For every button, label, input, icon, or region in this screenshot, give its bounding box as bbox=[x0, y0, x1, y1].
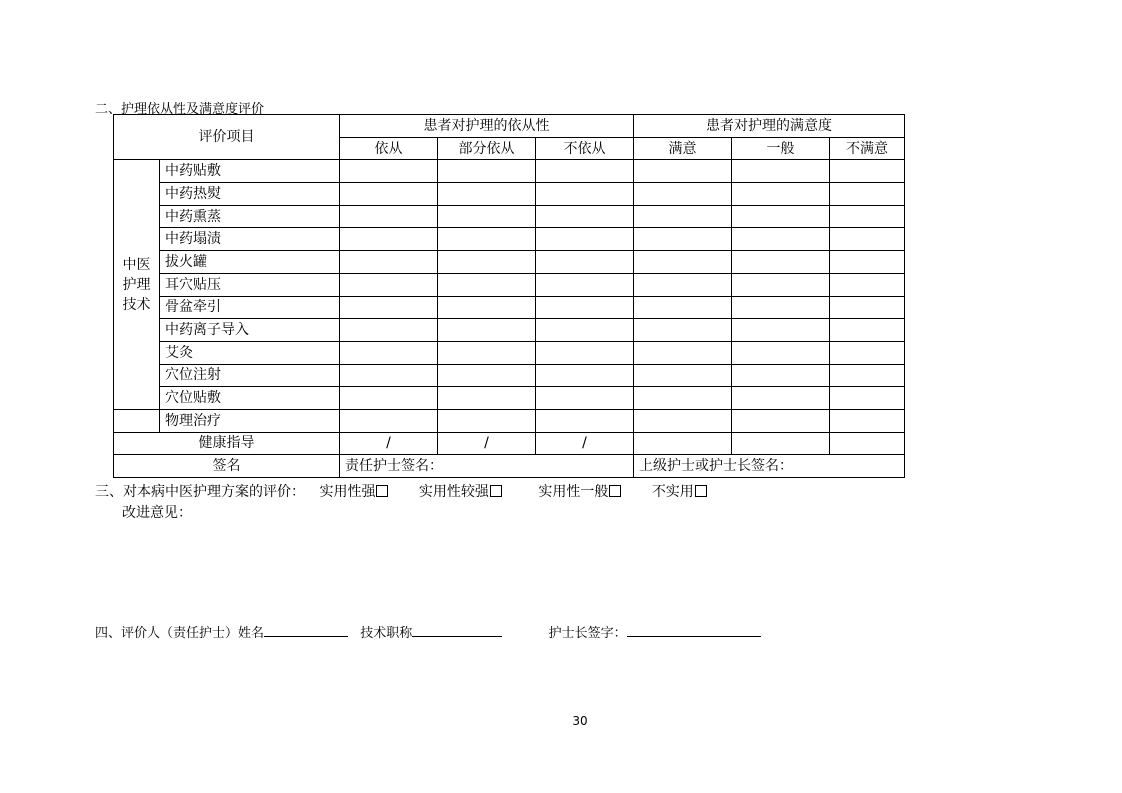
nurse-signature-field[interactable]: 责任护士签名： bbox=[340, 455, 634, 478]
evaluator-name-label: 四、评价人（责任护士）姓名 bbox=[95, 626, 265, 641]
cell-average[interactable] bbox=[732, 160, 830, 183]
cell-not-satisfied[interactable] bbox=[830, 387, 905, 410]
cell-not-comply[interactable] bbox=[536, 251, 634, 274]
cell-satisfied[interactable] bbox=[634, 341, 732, 364]
technique-label: 穴位贴敷 bbox=[160, 387, 340, 410]
cell-not-comply[interactable] bbox=[536, 205, 634, 228]
category-tcm-nursing-technique bbox=[114, 160, 160, 410]
cell-partial-comply[interactable] bbox=[438, 205, 536, 228]
col-partial-comply: 部分依从 bbox=[438, 137, 536, 160]
cell-average[interactable] bbox=[732, 296, 830, 319]
cell-not-comply[interactable] bbox=[536, 273, 634, 296]
cell-satisfied[interactable] bbox=[634, 183, 732, 206]
cell-not-comply[interactable] bbox=[536, 387, 634, 410]
cell-partial-comply[interactable] bbox=[438, 341, 536, 364]
technical-title-field[interactable] bbox=[412, 624, 502, 637]
header-satisfaction: 患者对护理的满意度 bbox=[634, 115, 905, 138]
cell-not-satisfied[interactable] bbox=[830, 319, 905, 342]
cell-comply[interactable] bbox=[340, 296, 438, 319]
head-nurse-signature-label: 护士长签字： bbox=[548, 626, 627, 641]
cell-satisfied[interactable] bbox=[634, 319, 732, 342]
option-label: 实用性一般 bbox=[538, 484, 609, 500]
cell-not-satisfied[interactable] bbox=[830, 341, 905, 364]
table-row bbox=[114, 319, 905, 342]
table-row bbox=[114, 432, 905, 455]
cell-satisfied[interactable] bbox=[634, 205, 732, 228]
cell-not-comply[interactable] bbox=[536, 160, 634, 183]
table-row bbox=[114, 228, 905, 251]
header-evaluation-item: 评价项目 bbox=[114, 115, 340, 160]
section-3-line bbox=[95, 481, 707, 501]
technique-label: 拔火罐 bbox=[160, 251, 340, 274]
option-strong[interactable] bbox=[319, 481, 388, 501]
cell-average[interactable] bbox=[732, 205, 830, 228]
cell-not-comply[interactable] bbox=[536, 364, 634, 387]
cell-partial-comply[interactable] bbox=[438, 273, 536, 296]
col-not-comply: 不依从 bbox=[536, 137, 634, 160]
cell-average[interactable] bbox=[732, 432, 830, 455]
cell-satisfied[interactable] bbox=[634, 160, 732, 183]
cell-not-comply[interactable] bbox=[536, 319, 634, 342]
cell-partial-comply[interactable] bbox=[438, 296, 536, 319]
technique-label: 中药贴敷 bbox=[160, 160, 340, 183]
senior-nurse-signature-field[interactable]: 上级护士或护士长签名： bbox=[634, 455, 905, 478]
slash-mark: / bbox=[340, 432, 438, 455]
cell-average[interactable] bbox=[732, 387, 830, 410]
checkbox-icon[interactable] bbox=[695, 485, 707, 497]
cell-not-satisfied[interactable] bbox=[830, 432, 905, 455]
cell-average[interactable] bbox=[732, 409, 830, 432]
cell-not-satisfied[interactable] bbox=[830, 251, 905, 274]
cell-not-satisfied[interactable] bbox=[830, 409, 905, 432]
cell-partial-comply[interactable] bbox=[438, 409, 536, 432]
technique-label: 耳穴贴压 bbox=[160, 273, 340, 296]
cell-comply[interactable] bbox=[340, 341, 438, 364]
cell-satisfied[interactable] bbox=[634, 409, 732, 432]
cell-partial-comply[interactable] bbox=[438, 228, 536, 251]
technique-label: 穴位注射 bbox=[160, 364, 340, 387]
table-row bbox=[114, 387, 905, 410]
option-label: 实用性较强 bbox=[418, 484, 489, 500]
technique-label: 中药熏蒸 bbox=[160, 205, 340, 228]
cell-not-comply[interactable] bbox=[536, 228, 634, 251]
cell-comply[interactable] bbox=[340, 251, 438, 274]
table-row bbox=[114, 160, 905, 183]
cell-comply[interactable] bbox=[340, 319, 438, 342]
cell-partial-comply[interactable] bbox=[438, 160, 536, 183]
cell-not-satisfied[interactable] bbox=[830, 273, 905, 296]
slash-mark: / bbox=[536, 432, 634, 455]
cell-average[interactable] bbox=[732, 273, 830, 296]
health-guidance-label: 健康指导 bbox=[114, 432, 340, 455]
cell-not-comply[interactable] bbox=[536, 409, 634, 432]
signature-label: 签名 bbox=[114, 455, 340, 478]
cell-comply[interactable] bbox=[340, 409, 438, 432]
cell-average[interactable] bbox=[732, 319, 830, 342]
cell-satisfied[interactable] bbox=[634, 228, 732, 251]
section-3-title: 三、对本病中医护理方案的评价： bbox=[95, 484, 305, 500]
checkbox-icon[interactable] bbox=[376, 485, 388, 497]
cell-satisfied[interactable] bbox=[634, 387, 732, 410]
checkbox-icon[interactable] bbox=[490, 485, 502, 497]
improvement-label: 改进意见： bbox=[122, 505, 192, 521]
cell-not-satisfied[interactable] bbox=[830, 296, 905, 319]
table-row bbox=[114, 205, 905, 228]
cell-not-comply[interactable] bbox=[536, 341, 634, 364]
cell-average[interactable] bbox=[732, 364, 830, 387]
table-row bbox=[114, 409, 905, 432]
cell-satisfied[interactable] bbox=[634, 273, 732, 296]
table-row bbox=[114, 251, 905, 274]
col-average: 一般 bbox=[732, 137, 830, 160]
header-compliance: 患者对护理的依从性 bbox=[340, 115, 634, 138]
cell-partial-comply[interactable] bbox=[438, 251, 536, 274]
cell-comply[interactable] bbox=[340, 387, 438, 410]
cell-satisfied[interactable] bbox=[634, 364, 732, 387]
col-comply: 依从 bbox=[340, 137, 438, 160]
cell-partial-comply[interactable] bbox=[438, 364, 536, 387]
evaluation-table bbox=[113, 114, 905, 478]
option-label: 不实用 bbox=[651, 484, 694, 500]
page-number: 30 bbox=[572, 714, 588, 728]
technical-title-label: 技术职称 bbox=[360, 626, 413, 641]
physical-therapy-label: 物理治疗 bbox=[160, 409, 340, 432]
cell-satisfied[interactable] bbox=[634, 251, 732, 274]
evaluator-name-field[interactable] bbox=[264, 624, 348, 637]
cell-not-comply[interactable] bbox=[536, 296, 634, 319]
empty-category-cell bbox=[114, 409, 160, 432]
technique-label: 骨盆牵引 bbox=[160, 296, 340, 319]
cell-comply[interactable] bbox=[340, 364, 438, 387]
option-fairly-strong[interactable] bbox=[419, 481, 502, 501]
col-not-satisfied: 不满意 bbox=[830, 137, 905, 160]
category-line: 中医 bbox=[122, 256, 151, 273]
cell-comply[interactable] bbox=[340, 273, 438, 296]
cell-not-satisfied[interactable] bbox=[830, 160, 905, 183]
cell-average[interactable] bbox=[732, 251, 830, 274]
option-not-practical[interactable] bbox=[652, 481, 707, 501]
cell-partial-comply[interactable] bbox=[438, 183, 536, 206]
section-4-line bbox=[95, 622, 761, 641]
technique-label: 艾灸 bbox=[160, 341, 340, 364]
cell-comply[interactable] bbox=[340, 160, 438, 183]
category-line: 技术 bbox=[122, 296, 151, 313]
cell-partial-comply[interactable] bbox=[438, 387, 536, 410]
table-row bbox=[114, 183, 905, 206]
slash-mark: / bbox=[438, 432, 536, 455]
table-row bbox=[114, 364, 905, 387]
category-line: 护理 bbox=[122, 276, 151, 293]
cell-not-satisfied[interactable] bbox=[830, 183, 905, 206]
cell-not-comply[interactable] bbox=[536, 183, 634, 206]
technique-label: 中药离子导入 bbox=[160, 319, 340, 342]
table-row bbox=[114, 455, 905, 478]
col-satisfied: 满意 bbox=[634, 137, 732, 160]
table-row bbox=[114, 296, 905, 319]
cell-not-satisfied[interactable] bbox=[830, 364, 905, 387]
cell-comply[interactable] bbox=[340, 183, 438, 206]
cell-not-satisfied[interactable] bbox=[830, 205, 905, 228]
cell-satisfied[interactable] bbox=[634, 296, 732, 319]
table-row bbox=[114, 341, 905, 364]
checkbox-icon[interactable] bbox=[609, 485, 621, 497]
technique-label: 中药塌渍 bbox=[160, 228, 340, 251]
head-nurse-signature-field[interactable] bbox=[627, 624, 761, 637]
table-row bbox=[114, 273, 905, 296]
option-average[interactable] bbox=[538, 481, 621, 501]
cell-satisfied[interactable] bbox=[634, 432, 732, 455]
cell-not-satisfied[interactable] bbox=[830, 228, 905, 251]
cell-average[interactable] bbox=[732, 183, 830, 206]
cell-partial-comply[interactable] bbox=[438, 319, 536, 342]
cell-average[interactable] bbox=[732, 341, 830, 364]
cell-comply[interactable] bbox=[340, 228, 438, 251]
section-2-title: 二、护理依从性及满意度评价 bbox=[95, 102, 265, 117]
option-label: 实用性强 bbox=[319, 484, 376, 500]
cell-comply[interactable] bbox=[340, 205, 438, 228]
cell-average[interactable] bbox=[732, 228, 830, 251]
technique-label: 中药热熨 bbox=[160, 183, 340, 206]
